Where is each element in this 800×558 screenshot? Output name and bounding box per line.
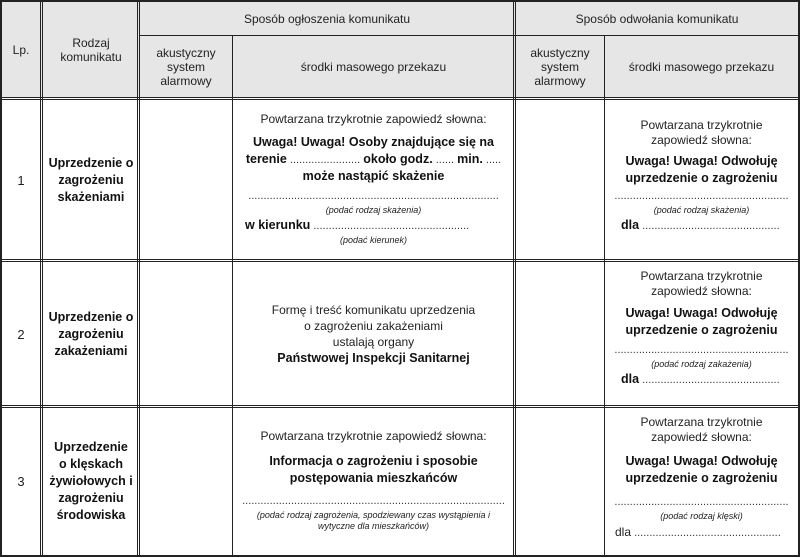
header-rodzaj: Rodzaj komunikatu bbox=[60, 36, 122, 64]
row-1-rodzaj: Uprzedzenie o zagrożeniu skażeniami bbox=[48, 155, 134, 204]
line-v-rodzaj-a bbox=[137, 0, 138, 557]
line-h-header-bottom-a bbox=[0, 97, 800, 98]
line-v-lp-a bbox=[40, 0, 41, 557]
header-odwolanie: Sposób odwołania komunikatu bbox=[575, 12, 739, 26]
line-v-middle-a bbox=[513, 0, 514, 557]
row-3-ogloszenie-srodki: Powtarzana trzykrotnie zapowiedź słowna: Informacja o zagrożeniu i sposobie postępowania mieszkańców ...................................................................................... (podać rodzaj zagrożenia, spodziewany czas wystąpienia i wytyczne dla mieszkańców) bbox=[242, 429, 505, 531]
line-h-row2-b bbox=[0, 407, 800, 408]
header-akustyczny-ogloszenie: akustyczny system alarmowy bbox=[156, 46, 216, 88]
line-v-rodzaj-b bbox=[139, 0, 140, 557]
header-ogloszenie: Sposób ogłoszenia komunikatu bbox=[243, 12, 411, 26]
border-left bbox=[0, 0, 2, 557]
row-1-lp: 1 bbox=[17, 172, 25, 188]
header-akustyczny-odwolanie: akustyczny system alarmowy bbox=[530, 46, 590, 88]
line-v-middle-b bbox=[515, 0, 516, 557]
row-3-odwolanie-srodki: Powtarzana trzykrotnie zapowiedź słowna: Uwaga! Uwaga! Odwołuję uprzedzenie o zagrożeniu ......................................................... (podać rodzaj klęski) dla ................................................ bbox=[614, 415, 789, 539]
row-2-ogloszenie-srodki: Formę i treść komunikatu uprzedzenia o zagrożeniu zakażeniami ustalają organy Państwowej Inspekcji Sanitarnej bbox=[271, 302, 476, 365]
header-srodki-ogloszenie: środki masowego przekazu bbox=[300, 60, 447, 74]
line-v-akust1 bbox=[232, 35, 233, 557]
line-h-header-split bbox=[140, 35, 798, 36]
row-2-rodzaj: Uprzedzenie o zagrożeniu zakażeniami bbox=[48, 309, 134, 358]
line-v-lp-b bbox=[42, 0, 43, 557]
row-3-rodzaj: Uprzedzenie o klęskach żywiołowych i zagrożeniu środowiska bbox=[49, 440, 133, 522]
line-v-akust2 bbox=[604, 35, 605, 557]
row-1-odwolanie-srodki: Powtarzana trzykrotnie zapowiedź słowna: Uwaga! Uwaga! Odwołuję uprzedzenie o zagrożeniu ......................................................... (podać rodzaj skażenia) dla ............................................. bbox=[614, 118, 789, 232]
line-h-header-bottom-b bbox=[0, 99, 800, 100]
line-h-row2-a bbox=[0, 405, 800, 406]
header-srodki-odwolanie: środki masowego przekazu bbox=[628, 60, 775, 74]
header-lp: Lp. bbox=[12, 43, 30, 57]
row-1-ogloszenie-srodki: Powtarzana trzykrotnie zapowiedź słowna: Uwaga! Uwaga! Osoby znajdujące się na terenie ....................... około godz. ...... min. ..... może nastąpić skażenie .................................................................................. (podać rodzaj skażenia) w kierunku ................................................... (podać kierunek) bbox=[245, 112, 502, 245]
row-3-lp: 3 bbox=[17, 474, 25, 489]
line-h-row1-a bbox=[0, 259, 800, 260]
row-2-lp: 2 bbox=[17, 326, 25, 342]
border-bottom bbox=[0, 555, 800, 557]
border-top bbox=[0, 0, 800, 2]
line-h-row1-b bbox=[0, 261, 800, 262]
row-2-odwolanie-srodki: Powtarzana trzykrotnie zapowiedź słowna: Uwaga! Uwaga! Odwołuję uprzedzenie o zagrożeniu ......................................................... (podać rodzaj zakażenia) dla ............................................. bbox=[614, 269, 789, 386]
